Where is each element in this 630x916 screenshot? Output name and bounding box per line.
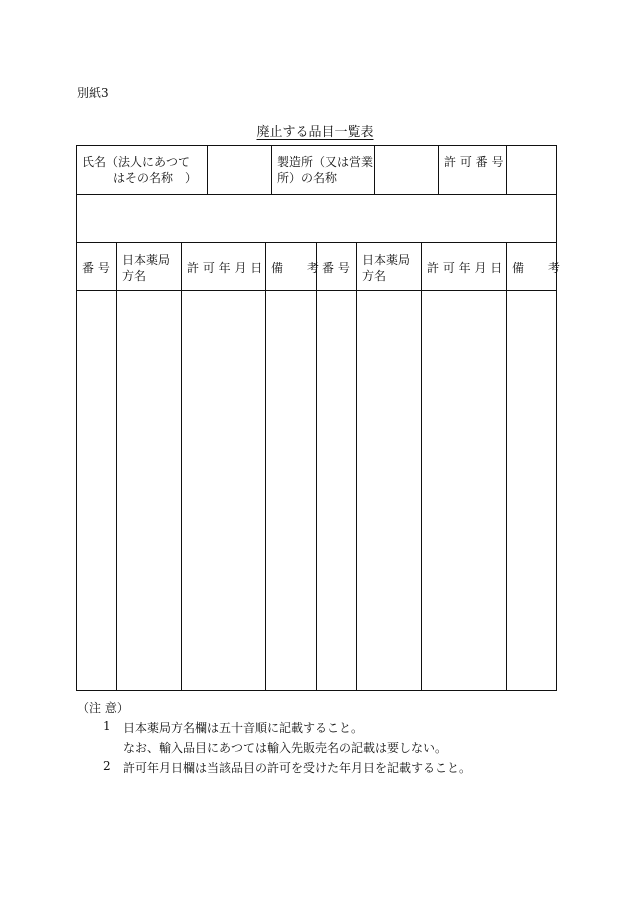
factory-label-line1: 製造所（又は営業 bbox=[277, 155, 374, 169]
note-2-number: 2 bbox=[103, 759, 111, 773]
col-header-permit-date-1: 許 可 年 月 日 bbox=[187, 261, 263, 275]
col-header-jp-name-1: 日本薬局 方名 bbox=[122, 253, 171, 283]
col-header-number-2: 番 号 bbox=[322, 261, 350, 275]
page-title: 廃止する品目一覧表 bbox=[256, 125, 374, 140]
col-header-jp-name-2: 日本薬局 方名 bbox=[362, 253, 411, 283]
name-label-line1: 氏名（法人にあつて bbox=[82, 155, 191, 169]
col-header-permit-date-2: 許 可 年 月 日 bbox=[427, 261, 503, 275]
notes-heading: （注 意） bbox=[77, 701, 129, 715]
note-2-text: 許可年月日欄は当該品目の許可を受けた年月日を記載すること。 bbox=[123, 761, 472, 775]
doc-label: 別紙3 bbox=[77, 86, 109, 100]
note-1-text: 日本薬局方名欄は五十音順に記載すること。 bbox=[123, 721, 364, 735]
factory-label-line2: 所）の名称 bbox=[277, 171, 338, 185]
name-label-line2: はその名称 ） bbox=[113, 171, 198, 185]
permit-number-label: 許 可 番 号 bbox=[444, 155, 504, 169]
col-header-remarks-1: 備 考 bbox=[271, 261, 320, 275]
note-1-number: 1 bbox=[103, 719, 111, 733]
col-header-remarks-2: 備 考 bbox=[512, 261, 561, 275]
note-1-continuation: なお、輸入品目にあつては輸入先販売名の記載は要しない。 bbox=[123, 741, 448, 755]
col-header-number-1: 番 号 bbox=[82, 261, 110, 275]
